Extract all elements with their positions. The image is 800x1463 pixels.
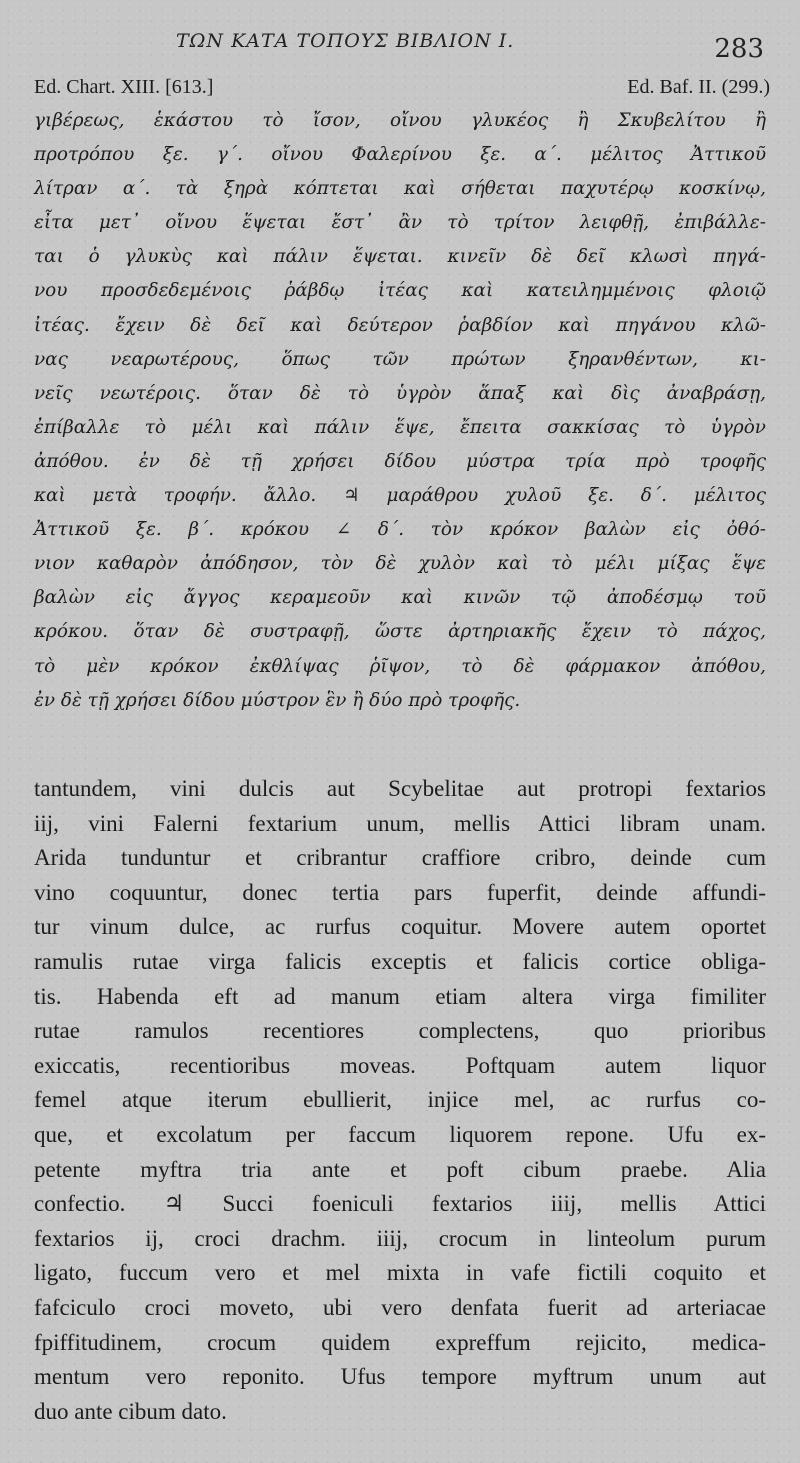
- running-title: ΤΩΝ ΚΑΤΑ ΤΟΠΟΥΣ ΒΙΒΛΙΟΝ Ι.: [176, 30, 515, 52]
- latin-text-line: ramulis rutae virga falicis exceptis et falicis cortice obliga-: [34, 948, 766, 974]
- latin-text-line: Arida tunduntur et cribrantur craffiore cribro, deinde cum: [34, 845, 766, 871]
- page-number: 283: [714, 34, 764, 64]
- greek-text-line: ἰτέας. ἔχειν δὲ δεῖ καὶ δεύτερον ῥαβδίον καὶ πηγάνου κλῶ-: [34, 314, 766, 336]
- latin-text-line: mentum vero reponito. Ufus tempore myftrum unum aut: [34, 1364, 766, 1390]
- latin-text-line: iij, vini Falerni fextarium unum, mellis Attici libram unam.: [34, 810, 766, 836]
- latin-text-line: petente myftra tria ante et poft cibum praebe. Alia: [34, 1156, 766, 1182]
- greek-text-line: καὶ μετὰ τροφήν. ἄλλο. ♃ μαράθρου χυλοῦ ξε. δ΄. μέλιτος: [34, 485, 766, 507]
- edition-reference-line: [34, 76, 770, 102]
- greek-text-line: κρόκου. ὅταν δὲ συστραφῇ, ὥστε ἀρτηριακῆς ἔχειν τὸ πάχος,: [34, 621, 766, 643]
- latin-text-line: rutae ramulos recentiores complectens, quo prioribus: [34, 1018, 766, 1044]
- greek-text-line: ἐν δὲ τῇ χρήσει δίδου μύστρον ἓν ἢ δύο πρὸ τροφῆς.: [34, 689, 521, 711]
- greek-text-line: λίτραν α΄. τὰ ξηρὰ κόπτεται καὶ σήθεται παχυτέρῳ κοσκίνῳ,: [34, 178, 766, 200]
- greek-text-line: τὸ μὲν κρόκον ἐκθλίψας ῥῖψον, τὸ δὲ φάρμακον ἀπόθου,: [34, 655, 766, 677]
- latin-text-line: femel atque iterum ebullierit, injice mel, ac rurfus co-: [34, 1087, 766, 1113]
- greek-text-line: ται ὁ γλυκὺς καὶ πάλιν ἕψεται. κινεῖν δὲ δεῖ κλωσὶ πηγά-: [34, 246, 766, 268]
- edition-reference-chartier: Ed. Chart. XIII. [613.]: [34, 76, 214, 98]
- greek-text-line: Ἀττικοῦ ξε. β΄. κρόκου ∠ δ΄. τὸν κρόκον βαλὼν εἰς ὀθό-: [34, 519, 766, 541]
- greek-text-line: νου προσδεδεμένοις ῥάβδῳ ἰτέας καὶ κατειλημμένοις φλοιῷ: [34, 280, 766, 302]
- greek-text-line: νας νεαρωτέρους, ὅπως τῶν πρώτων ξηρανθέντων, κι-: [34, 348, 766, 370]
- greek-text-line: προτρόπου ξε. γ΄. οἴνου Φαλερίνου ξε. α΄. μέλιτος Ἀττικοῦ: [34, 144, 766, 166]
- latin-text-line: que, et excolatum per faccum liquorem repone. Ufu ex-: [34, 1121, 766, 1147]
- greek-text-line: βαλὼν εἰς ἄγγος κεραμεοῦν καὶ κινῶν τῷ ἀποδέσμῳ τοῦ: [34, 587, 766, 609]
- latin-text-line: tantundem, vini dulcis aut Scybelitae aut protropi fextarios: [34, 776, 766, 801]
- greek-text-block: [34, 104, 766, 718]
- greek-text-line: γιβέρεως, ἑκάστου τὸ ἴσον, οἴνου γλυκέος ἢ Σκυβελίτου ἢ: [34, 110, 766, 131]
- latin-text-line: vino coquuntur, donec tertia pars fuperfit, deinde affundi-: [34, 879, 766, 905]
- latin-text-block: [34, 772, 766, 1429]
- latin-text-line: confectio. ♃ Succi foeniculi fextarios iiij, mellis Attici: [34, 1191, 766, 1217]
- latin-text-line: duo ante cibum dato.: [34, 1398, 227, 1424]
- greek-text-line: ἐπίβαλλε τὸ μέλι καὶ πάλιν ἕψε, ἔπειτα σακκίσας τὸ ὑγρὸν: [34, 416, 766, 438]
- latin-text-line: ligato, fuccum vero et mel mixta in vafe fictili coquito et: [34, 1260, 766, 1286]
- latin-text-line: tis. Habenda eft ad manum etiam altera virga fimiliter: [34, 983, 766, 1009]
- latin-text-line: fafciculo croci moveto, ubi vero denfata fuerit ad arteriacae: [34, 1294, 766, 1320]
- latin-text-line: fpiffitudinem, crocum quidem expreffum rejicito, medica-: [34, 1329, 766, 1355]
- greek-text-line: εἶτα μετ᾽ οἴνου ἕψεται ἔστ᾽ ἂν τὸ τρίτον λειφθῇ, ἐπιβάλλε-: [34, 212, 766, 234]
- latin-text-line: fextarios ij, croci drachm. iiij, crocum in linteolum purum: [34, 1225, 766, 1251]
- edition-reference-basel: Ed. Baf. II. (299.): [627, 76, 770, 98]
- greek-text-line: νεῖς νεωτέροις. ὅταν δὲ τὸ ὑγρὸν ἅπαξ καὶ δὶς ἀναβράσῃ,: [34, 382, 766, 404]
- latin-text-line: tur vinum dulce, ac rurfus coquitur. Movere autem oportet: [34, 914, 766, 940]
- greek-text-line: νιον καθαρὸν ἀπόδησον, τὸν δὲ χυλὸν καὶ τὸ μέλι μίξας ἕψε: [34, 553, 766, 575]
- greek-text-line: ἀπόθου. ἐν δὲ τῇ χρήσει δίδου μύστρα τρία πρὸ τροφῆς: [34, 450, 766, 472]
- latin-text-line: exiccatis, recentioribus moveas. Poftquam autem liquor: [34, 1052, 766, 1078]
